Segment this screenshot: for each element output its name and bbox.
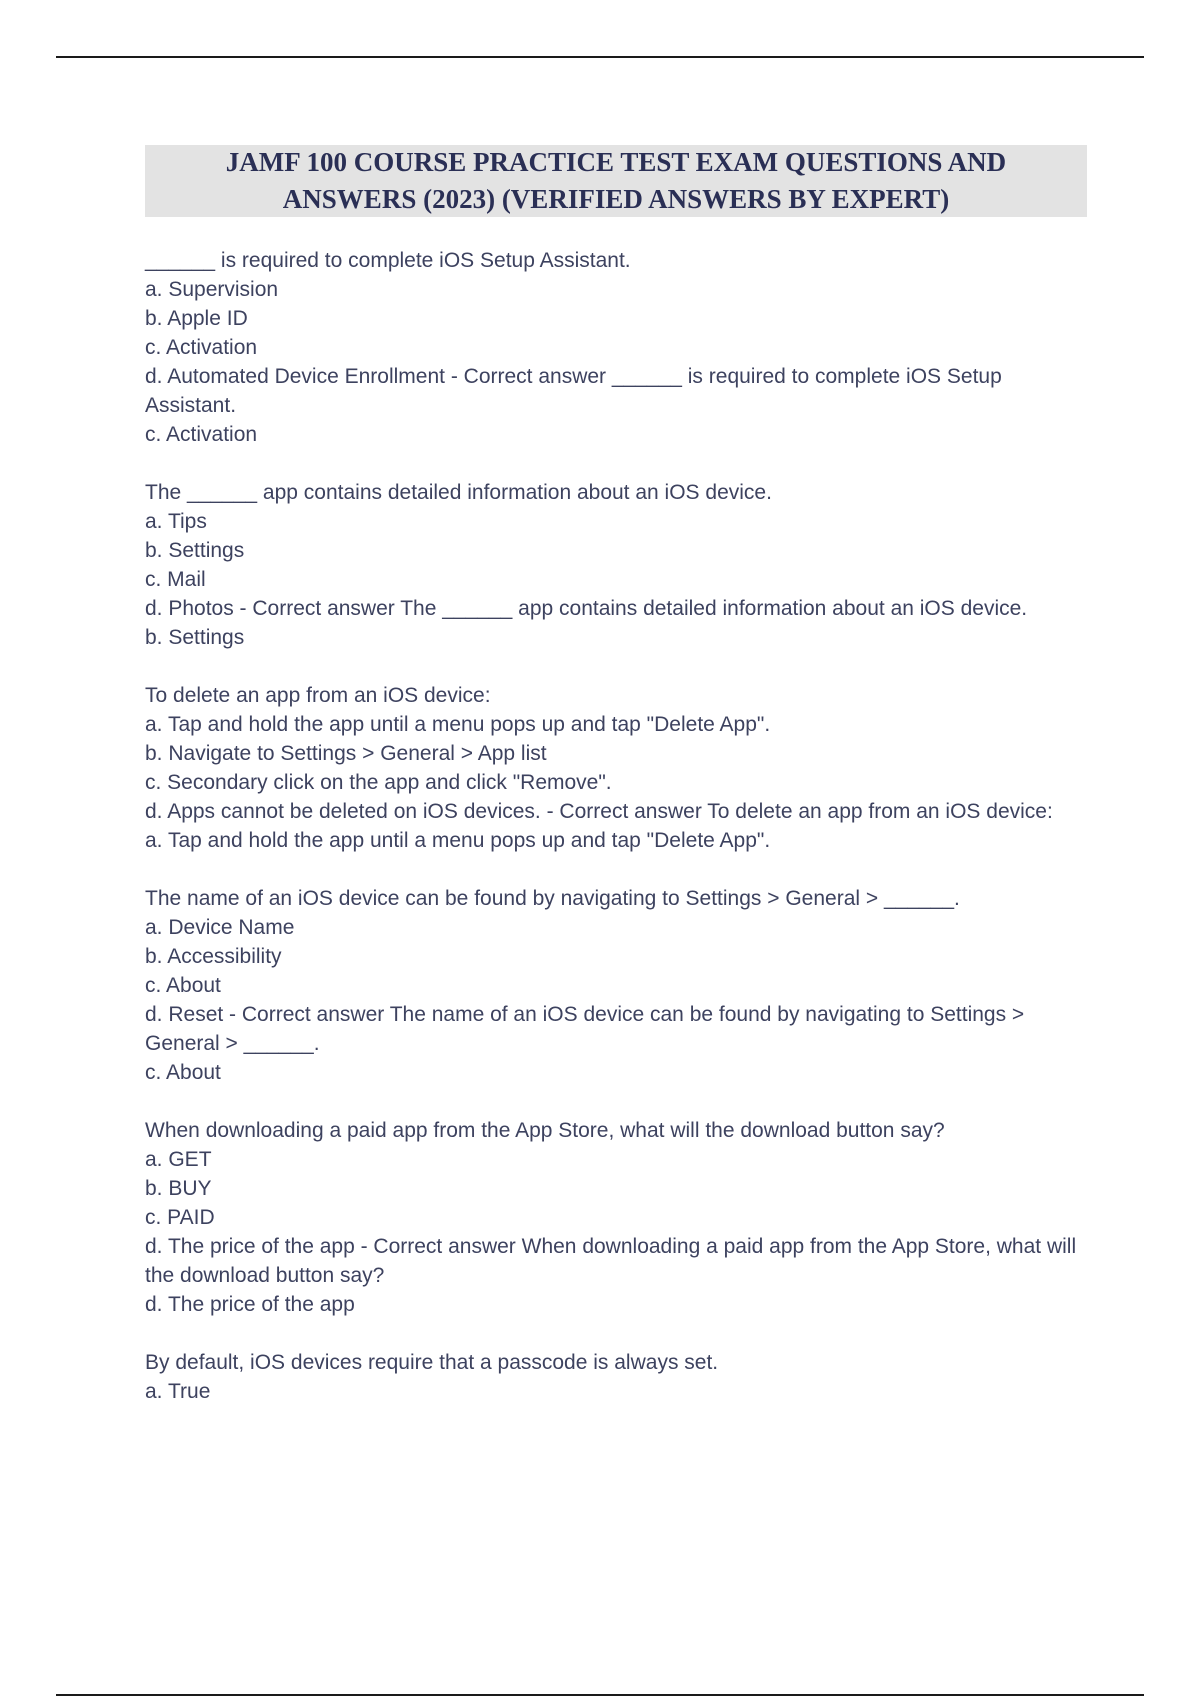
question-block [145, 478, 1085, 652]
answer-line: c. Secondary click on the app and click "Remove". [145, 771, 612, 794]
answer-line: d. The price of the app [145, 1293, 355, 1316]
answer-line: c. About [145, 1061, 221, 1084]
answer-line: c. Mail [145, 568, 206, 591]
answer-line: d. Photos - Correct answer The ______ app contains detailed information about an iOS device. [145, 597, 1028, 620]
answer-line: a. Tap and hold the app until a menu pops up and tap "Delete App". [145, 713, 771, 736]
question-text: ______ is required to complete iOS Setup Assistant. [145, 249, 631, 272]
answer-line: b. Settings [145, 626, 245, 649]
answer-line: d. Automated Device Enrollment - Correct answer ______ is required to complete iOS Setup Assistant. [145, 365, 1007, 417]
answer-line: c. Activation [145, 423, 258, 446]
question-block [145, 1116, 1085, 1319]
answer-line: b. BUY [145, 1177, 212, 1200]
questions-list [145, 246, 1085, 1435]
page-title: JAMF 100 COURSE PRACTICE TEST EXAM QUESTIONS AND ANSWERS (2023) (VERIFIED ANSWERS BY EXPERT) [225, 147, 1007, 214]
question-text: By default, iOS devices require that a passcode is always set. [145, 1351, 719, 1374]
answer-line: d. Reset - Correct answer The name of an iOS device can be found by navigating to Settings > General > ______. [145, 1003, 1031, 1055]
answer-line: c. About [145, 974, 221, 997]
answer-line: b. Apple ID [145, 307, 248, 330]
answer-line: b. Accessibility [145, 945, 282, 968]
answer-line: a. True [145, 1380, 211, 1403]
question-text: The name of an iOS device can be found by navigating to Settings > General > ______. [145, 887, 960, 910]
answer-line: b. Settings [145, 539, 245, 562]
title-banner [145, 145, 1087, 217]
top-rule [56, 56, 1144, 58]
answer-line: c. PAID [145, 1206, 215, 1229]
question-block [145, 681, 1085, 855]
question-block [145, 1348, 1085, 1406]
answer-line: a. Tips [145, 510, 207, 533]
answer-line: a. Supervision [145, 278, 279, 301]
question-text: To delete an app from an iOS device: [145, 684, 491, 707]
answer-line: b. Navigate to Settings > General > App list [145, 742, 547, 765]
answer-line: a. Tap and hold the app until a menu pops up and tap "Delete App". [145, 829, 771, 852]
question-text: When downloading a paid app from the App Store, what will the download button say? [145, 1119, 945, 1142]
question-block [145, 884, 1085, 1087]
answer-line: a. GET [145, 1148, 212, 1171]
answer-line: a. Device Name [145, 916, 295, 939]
answer-line: d. The price of the app - Correct answer When downloading a paid app from the App Store, what will the download button say? [145, 1235, 1082, 1287]
answer-line: d. Apps cannot be deleted on iOS devices. - Correct answer To delete an app from an iOS device: [145, 800, 1053, 823]
bottom-rule [56, 1694, 1144, 1696]
question-block [145, 246, 1085, 449]
question-text: The ______ app contains detailed information about an iOS device. [145, 481, 772, 504]
answer-line: c. Activation [145, 336, 258, 359]
